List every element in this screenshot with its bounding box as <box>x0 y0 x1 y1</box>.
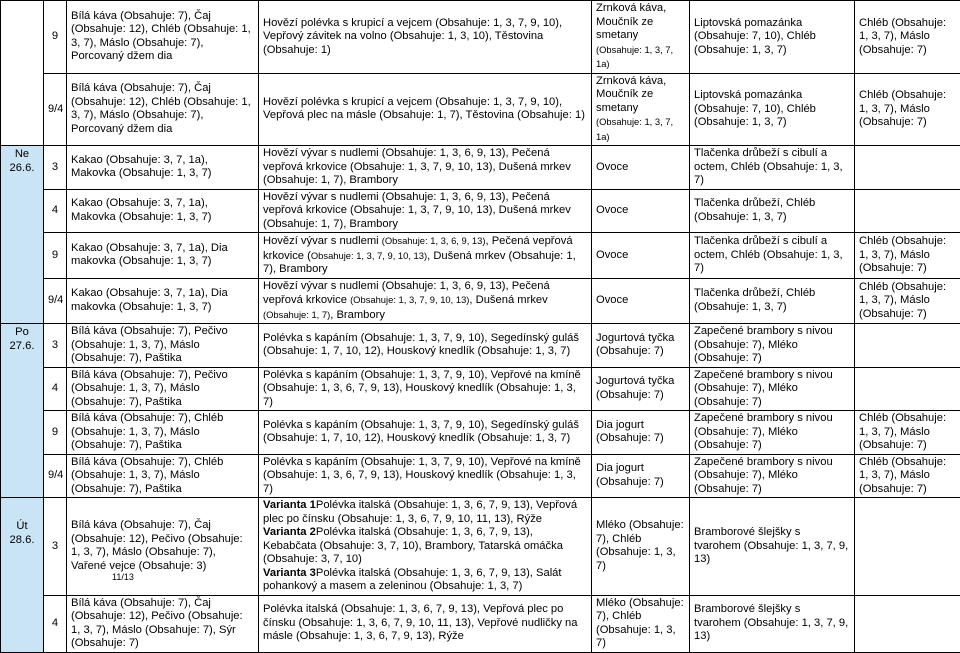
breakfast-cell: Kakao (Obsahuje: 3, 7, 1a), Dia makovka (Obsahuje: 1, 3, 7) <box>67 278 259 324</box>
breakfast-cell: Bílá káva (Obsahuje: 7), Čaj (Obsahuje: 12), Chléb (Obsahuje: 1, 3, 7), Máslo (Obsahuje: 7), Porcovaný džem dia <box>67 73 259 146</box>
diet-code: 9/4 <box>44 278 67 324</box>
lunch-allergens: (Obsahuje: 1, 3, 6, 9, 13) <box>382 235 486 246</box>
diet-code: 9/4 <box>44 73 67 146</box>
lunch-allergens: (Obsahuje: 1, 7) <box>263 309 330 320</box>
diet-code: 3 <box>44 324 67 368</box>
second-dinner-cell: Chléb (Obsahuje: 1, 3, 7), Máslo (Obsahuje: 7) <box>855 411 960 455</box>
lunch-cell <box>259 233 592 279</box>
diet-code: 9 <box>44 411 67 455</box>
page-number: 11/13 <box>112 572 134 582</box>
breakfast-cell: Kakao (Obsahuje: 3, 7, 1a), Makovka (Obsahuje: 1, 3, 7) <box>67 146 259 190</box>
snack-cell: Mléko (Obsahuje: 7), Chléb (Obsahuje: 1, 3, 7) <box>592 498 690 596</box>
dinner-cell: Bramborové šlejšky s tvarohem (Obsahuje: 1, 3, 7, 9, 13) <box>690 595 855 652</box>
variant-label: Varianta 2 <box>263 526 316 538</box>
dinner-cell: Tlačenka drůbeží, Chléb (Obsahuje: 1, 3, 7) <box>690 278 855 324</box>
diet-code: 4 <box>44 189 67 233</box>
day-cell: Ne 26.6. <box>1 146 44 324</box>
breakfast-cell: Bílá káva (Obsahuje: 7), Chléb (Obsahuje: 1, 3, 7), Máslo (Obsahuje: 7), Paštika <box>67 411 259 455</box>
dinner-cell: Tlačenka drůbeží, Chléb (Obsahuje: 1, 3, 7) <box>690 189 855 233</box>
snack-allergens: (Obsahuje: 1, 3, 7, 1a) <box>596 116 673 142</box>
breakfast-cell: Kakao (Obsahuje: 3, 7, 1a), Makovka (Obsahuje: 1, 3, 7) <box>67 189 259 233</box>
table-row <box>1 411 960 455</box>
dinner-cell: Zapečené brambory s nivou (Obsahuje: 7), Mléko (Obsahuje: 7) <box>690 454 855 498</box>
variant-label: Varianta 1 <box>263 499 316 511</box>
second-dinner-cell: Chléb (Obsahuje: 1, 3, 7), Máslo (Obsahuje: 7) <box>855 1 960 74</box>
snack-cell <box>592 1 690 74</box>
dinner-cell: Tlačenka drůbeží s cibulí a octem, Chléb (Obsahuje: 1, 3, 7) <box>690 146 855 190</box>
snack-cell: Ovoce <box>592 233 690 279</box>
second-dinner-cell: Chléb (Obsahuje: 1, 3, 7), Máslo (Obsahuje: 7) <box>855 233 960 279</box>
day-cell <box>1 1 44 146</box>
lunch-allergens: Obsahuje: 1, 3, 7, 9, 10, 13) <box>311 250 427 261</box>
dinner-cell: Zapečené brambory s nivou (Obsahuje: 7), Mléko (Obsahuje: 7) <box>690 411 855 455</box>
breakfast-cell: Bílá káva (Obsahuje: 7), Čaj (Obsahuje: 12), Pečivo (Obsahuje: 1, 3, 7), Máslo (Obsahuje: 7), Sýr (Obsahuje: 7) <box>67 595 259 652</box>
snack-main: Zrnková káva, Moučník ze smetany <box>596 75 666 114</box>
variant-text: Polévka italská (Obsahuje: 1, 3, 6, 7, 9, 13), Kebabčata (Obsahuje: 3, 7, 10), Brambory, Tatarská omáčka (Obsahuje: 3, 7, 10) <box>263 526 563 565</box>
lunch-cell: Hovězí polévka s krupicí a vejcem (Obsahuje: 1, 3, 7, 9, 10), Vepřová plec na másle (Obsahuje: 1, 7), Těstovina (Obsahuje: 1) <box>259 73 592 146</box>
lunch-cell <box>259 498 592 596</box>
second-dinner-cell <box>855 595 960 652</box>
snack-cell <box>592 73 690 146</box>
breakfast-cell: Bílá káva (Obsahuje: 7), Chléb (Obsahuje: 1, 3, 7), Máslo (Obsahuje: 7), Paštika <box>67 454 259 498</box>
diet-code: 9/4 <box>44 454 67 498</box>
diet-code: 9 <box>44 1 67 74</box>
day-cell: Út 28.6. <box>1 498 44 653</box>
diet-code: 9 <box>44 233 67 279</box>
table-row <box>1 498 960 596</box>
lunch-cell: Polévka italská (Obsahuje: 1, 3, 6, 7, 9, 13), Vepřová plec po čínsku (Obsahuje: 1, 3, 6, 7, 9, 10, 11, 13), Vepřové nudličky na másle (Obsahuje: 1, 3, 6, 7, 9, 13), Rýže <box>259 595 592 652</box>
table-row <box>1 595 960 652</box>
snack-cell: Jogurtová tyčka (Obsahuje: 7) <box>592 367 690 411</box>
variant-text: Polévka italská (Obsahuje: 1, 3, 6, 7, 9, 13), Salát pohankový a masem a zeleninou (Obsahuje: 1, 3, 7) <box>263 567 562 593</box>
lunch-text: Hovězí vývar s nudlemi <box>263 235 382 247</box>
table-row <box>1 73 960 146</box>
second-dinner-cell <box>855 189 960 233</box>
diet-code: 4 <box>44 367 67 411</box>
breakfast-cell: Bílá káva (Obsahuje: 7), Pečivo (Obsahuje: 1, 3, 7), Máslo (Obsahuje: 7), Paštika <box>67 324 259 368</box>
snack-main: Zrnková káva, Moučník ze smetany <box>596 2 666 41</box>
table-row <box>1 367 960 411</box>
lunch-cell: Hovězí vývar s nudlemi (Obsahuje: 1, 3, 6, 9, 13), Pečená vepřová krkovice (Obsahuje: 1, 3, 7, 9, 10, 13), Dušená mrkev (Obsahuje: 1, 7), Brambory <box>259 189 592 233</box>
second-dinner-cell <box>855 324 960 368</box>
snack-allergens: (Obsahuje: 1, 3, 7, 1a) <box>596 44 673 70</box>
table-row <box>1 233 960 279</box>
variant-label: Varianta 3 <box>263 567 316 579</box>
breakfast-cell: Bílá káva (Obsahuje: 7), Čaj (Obsahuje: 12), Pečivo (Obsahuje: 1, 3, 7), Máslo (Obsahuje: 7), Vařené vejce (Obsahuje: 3) <box>67 498 259 596</box>
dinner-cell: Zapečené brambory s nivou (Obsahuje: 7), Mléko (Obsahuje: 7) <box>690 324 855 368</box>
lunch-text: , Pečená vepřová krkovice ( <box>263 235 573 262</box>
table-row <box>1 146 960 190</box>
snack-cell: Ovoce <box>592 278 690 324</box>
breakfast-cell: Bílá káva (Obsahuje: 7), Čaj (Obsahuje: 12), Chléb (Obsahuje: 1, 3, 7), Máslo (Obsahuje: 7), Porcovaný džem dia <box>67 1 259 74</box>
snack-cell: Jogurtová tyčka (Obsahuje: 7) <box>592 324 690 368</box>
lunch-text: Hovězí vývar s nudlemi (Obsahuje: 1, 3, 6, 9, 13), Pečená vepřová krkovice <box>263 280 550 307</box>
dinner-cell: Liptovská pomazánka (Obsahuje: 7, 10), Chléb (Obsahuje: 1, 3, 7) <box>690 1 855 74</box>
second-dinner-cell: Chléb (Obsahuje: 1, 3, 7), Máslo (Obsahuje: 7) <box>855 73 960 146</box>
lunch-cell: Hovězí polévka s krupicí a vejcem (Obsahuje: 1, 3, 7, 9, 10), Vepřový závitek na volno (Obsahuje: 1, 3, 10), Těstovina (Obsahuje: 1) <box>259 1 592 74</box>
second-dinner-cell: Chléb (Obsahuje: 1, 3, 7), Máslo (Obsahuje: 7) <box>855 454 960 498</box>
table-row <box>1 324 960 368</box>
lunch-cell: Polévka s kapáním (Obsahuje: 1, 3, 7, 9, 10), Segedínský guláš (Obsahuje: 1, 7, 10, 12), Houskový knedlík (Obsahuje: 1, 3, 7) <box>259 324 592 368</box>
second-dinner-cell: Chléb (Obsahuje: 1, 3, 7), Máslo (Obsahuje: 7) <box>855 278 960 324</box>
second-dinner-cell <box>855 146 960 190</box>
variant-text: Polévka italská (Obsahuje: 1, 3, 6, 7, 9, 13), Vepřová plec po čínsku (Obsahuje: 1, 3, 6, 7, 9, 10, 11, 13), Rýže <box>263 499 577 525</box>
table-row <box>1 454 960 498</box>
lunch-cell: Hovězí vývar s nudlemi (Obsahuje: 1, 3, 6, 9, 13), Pečená vepřová krkovice (Obsahuje: 1, 3, 7, 9, 10, 13), Dušená mrkev (Obsahuje: 1, 7), Brambory <box>259 146 592 190</box>
table-row <box>1 1 960 74</box>
snack-cell: Mléko (Obsahuje: 7), Chléb (Obsahuje: 1, 3, 7) <box>592 595 690 652</box>
dinner-cell: Liptovská pomazánka (Obsahuje: 7, 10), Chléb (Obsahuje: 1, 3, 7) <box>690 73 855 146</box>
snack-cell: Dia jogurt (Obsahuje: 7) <box>592 411 690 455</box>
day-cell: Po 27.6. <box>1 324 44 498</box>
lunch-cell: Polévka s kapáním (Obsahuje: 1, 3, 7, 9, 10), Segedínský guláš (Obsahuje: 1, 7, 10, 12), Houskový knedlík (Obsahuje: 1, 3, 7) <box>259 411 592 455</box>
snack-cell: Dia jogurt (Obsahuje: 7) <box>592 454 690 498</box>
table-row <box>1 278 960 324</box>
second-dinner-cell <box>855 367 960 411</box>
lunch-text: , Dušená mrkev (Obsahuje: 1, 7), Brambory <box>263 250 576 276</box>
diet-code: 3 <box>44 498 67 596</box>
breakfast-cell: Bílá káva (Obsahuje: 7), Pečivo (Obsahuje: 1, 3, 7), Máslo (Obsahuje: 7), Paštika <box>67 367 259 411</box>
diet-code: 3 <box>44 146 67 190</box>
snack-cell: Ovoce <box>592 146 690 190</box>
lunch-cell: Polévka s kapáním (Obsahuje: 1, 3, 7, 9, 10), Vepřové na kmíně (Obsahuje: 1, 3, 6, 7, 9, 13), Houskový knedlík (Obsahuje: 1, 3, 7) <box>259 454 592 498</box>
dinner-cell: Tlačenka drůbeží s cibulí a octem, Chléb (Obsahuje: 1, 3, 7) <box>690 233 855 279</box>
breakfast-cell: Kakao (Obsahuje: 3, 7, 1a), Dia makovka (Obsahuje: 1, 3, 7) <box>67 233 259 279</box>
dinner-cell: Zapečené brambory s nivou (Obsahuje: 7), Mléko (Obsahuje: 7) <box>690 367 855 411</box>
lunch-allergens: (Obsahuje: 1, 3, 7, 9, 10, 13) <box>350 294 469 305</box>
diet-code: 4 <box>44 595 67 652</box>
lunch-cell <box>259 278 592 324</box>
lunch-text: , Dušená mrkev <box>469 294 547 306</box>
second-dinner-cell <box>855 498 960 596</box>
lunch-cell: Polévka s kapáním (Obsahuje: 1, 3, 7, 9, 10), Vepřové na kmíně (Obsahuje: 1, 3, 6, 7, 9, 13), Houskový knedlík (Obsahuje: 1, 3, 7) <box>259 367 592 411</box>
lunch-text: , Brambory <box>330 309 385 321</box>
table-row <box>1 189 960 233</box>
dinner-cell: Bramborové šlejšky s tvarohem (Obsahuje: 1, 3, 7, 9, 13) <box>690 498 855 596</box>
snack-cell: Ovoce <box>592 189 690 233</box>
